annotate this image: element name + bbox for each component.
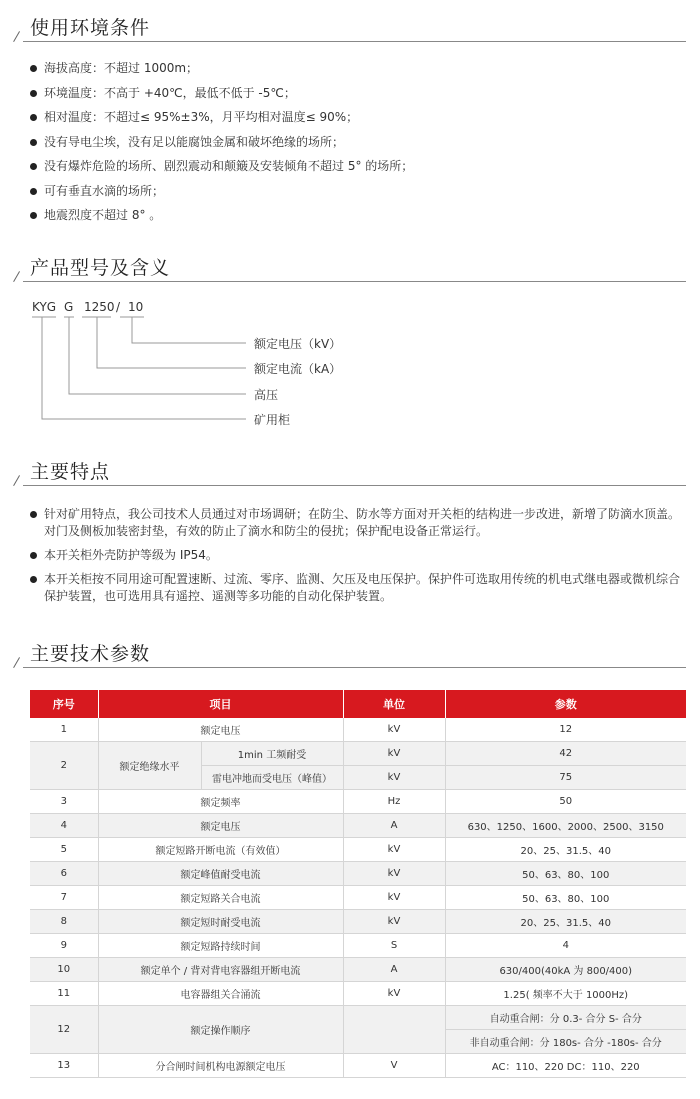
header-rule — [23, 281, 686, 282]
cell-no: 4 — [30, 814, 98, 838]
cell-no: 9 — [30, 934, 98, 958]
bullet-icon — [30, 114, 37, 121]
list-item: 海拔高度：不超过 1000m； — [30, 60, 690, 85]
cell-item: 额定峰值耐受电流 — [98, 862, 343, 886]
list-item: 没有爆炸危险的场所、剧烈震动和颠簸及安装倾角不超过 5° 的场所； — [30, 158, 690, 183]
environment-list — [30, 60, 690, 232]
bullet-icon — [30, 139, 37, 146]
cell-unit: kV — [343, 862, 445, 886]
cell-unit: kV — [343, 910, 445, 934]
cell-unit: kV — [343, 766, 445, 790]
cell-value: 42 — [445, 742, 686, 766]
header-rule — [23, 41, 686, 42]
bullet-icon — [30, 576, 37, 583]
parameters-table — [30, 690, 686, 1078]
table-row — [30, 862, 686, 886]
model-code-current: 1250 — [84, 300, 115, 314]
cell-item: 额定单个 / 背对背电容器组开断电流 — [98, 958, 343, 982]
cell-value: 50、63、80、100 — [445, 886, 686, 910]
cell-item: 额定绝缘水平 — [98, 742, 201, 790]
table-row — [30, 934, 686, 958]
cell-item: 额定频率 — [98, 790, 343, 814]
cell-item: 额定电压 — [98, 814, 343, 838]
list-item: 可有垂直水滴的场所； — [30, 183, 690, 208]
model-code-rated-voltage: 10 — [128, 300, 144, 314]
header-slash — [13, 657, 20, 668]
list-item: 地震烈度不超过 8° 。 — [30, 207, 690, 232]
cell-no: 10 — [30, 958, 98, 982]
header-rule — [23, 485, 686, 486]
cell-item: 额定操作顺序 — [98, 1006, 343, 1054]
cell-value: 50、63、80、100 — [445, 862, 686, 886]
section-header-model — [14, 254, 686, 282]
header-item: 项目 — [98, 690, 343, 718]
section-title: 产品型号及含义 — [30, 257, 171, 279]
cell-no: 5 — [30, 838, 98, 862]
section-header-environment — [14, 14, 686, 42]
cell-value: 4 — [445, 934, 686, 958]
header-slash — [13, 271, 20, 282]
cell-unit: kV — [343, 982, 445, 1006]
cell-item: 额定短路关合电流 — [98, 886, 343, 910]
section-header-features — [14, 458, 686, 486]
section-title: 使用环境条件 — [30, 17, 151, 39]
cell-no: 11 — [30, 982, 98, 1006]
cell-subitem: 1min 工频耐受 — [201, 742, 343, 766]
cell-no: 3 — [30, 790, 98, 814]
list-item: 本开关柜外壳防护等级为 IP54。 — [30, 547, 690, 564]
section-title: 主要技术参数 — [30, 643, 151, 665]
section-title: 主要特点 — [30, 461, 111, 483]
table-row — [30, 742, 686, 766]
cell-item: 额定短路开断电流（有效值） — [98, 838, 343, 862]
cell-no: 2 — [30, 742, 98, 790]
cell-unit: A — [343, 814, 445, 838]
model-code-separator: / — [116, 300, 121, 314]
model-meaning-high-voltage: 高压 — [254, 388, 279, 402]
table-row — [30, 982, 686, 1006]
cell-value: 非自动重合闸：分 180s- 合分 -180s- 合分 — [445, 1030, 686, 1054]
header-slash — [13, 475, 20, 486]
cell-no: 1 — [30, 718, 98, 742]
cell-item: 额定短路持续时间 — [98, 934, 343, 958]
header-unit: 单位 — [343, 690, 445, 718]
table-row — [30, 790, 686, 814]
table-header-row — [30, 690, 686, 718]
cell-unit: kV — [343, 718, 445, 742]
cell-unit: Hz — [343, 790, 445, 814]
cell-unit: kV — [343, 742, 445, 766]
cell-unit: A — [343, 958, 445, 982]
cell-value: AC：110、220 DC：110、220 — [445, 1054, 686, 1078]
table-row — [30, 886, 686, 910]
cell-unit — [343, 1006, 445, 1054]
list-item: 相对温度：不超过≤ 95%±3%，月平均相对温度≤ 90%； — [30, 109, 690, 134]
model-meaning-rated-current: 额定电流（kA） — [254, 362, 342, 376]
model-meaning-mining-cabinet: 矿用柜 — [254, 413, 291, 427]
list-item: 环境温度：不高于 +40℃，最低不低于 -5℃； — [30, 85, 690, 110]
cell-no: 7 — [30, 886, 98, 910]
table-row — [30, 910, 686, 934]
cell-value: 20、25、31.5、40 — [445, 838, 686, 862]
table-row — [30, 718, 686, 742]
cell-item: 额定电压 — [98, 718, 343, 742]
cell-value: 12 — [445, 718, 686, 742]
cell-value: 630/400(40kA 为 800/400) — [445, 958, 686, 982]
model-meaning-rated-voltage: 额定电压（kV） — [254, 337, 342, 351]
cell-subitem: 雷电冲地而受电压（峰值） — [201, 766, 343, 790]
table-row — [30, 814, 686, 838]
cell-value: 自动重合闸：分 0.3- 合分 S- 合分 — [445, 1006, 686, 1030]
section-header-parameters — [14, 640, 686, 668]
header-value: 参数 — [445, 690, 686, 718]
table-row — [30, 1006, 686, 1030]
cell-value: 20、25、31.5、40 — [445, 910, 686, 934]
table-row — [30, 1054, 686, 1078]
header-slash — [13, 31, 20, 42]
cell-unit: V — [343, 1054, 445, 1078]
cell-unit: kV — [343, 838, 445, 862]
cell-item: 分合闸时间机构电源额定电压 — [98, 1054, 343, 1078]
cell-item: 额定短时耐受电流 — [98, 910, 343, 934]
bullet-icon — [30, 511, 37, 518]
cell-no: 6 — [30, 862, 98, 886]
cell-unit: S — [343, 934, 445, 958]
table-row — [30, 838, 686, 862]
header-rule — [23, 667, 686, 668]
model-code-voltage-class: G — [64, 300, 74, 314]
bullet-icon — [30, 90, 37, 97]
cell-no: 12 — [30, 1006, 98, 1054]
cell-no: 8 — [30, 910, 98, 934]
list-item: 没有导电尘埃，没有足以能腐蚀金属和破坏绝缘的场所； — [30, 134, 690, 159]
list-item: 本开关柜按不同用途可配置速断、过流、零序、监测、欠压及电压保护。保护件可选取用传统的机电式继电器或微机综合保护装置，也可选用具有遥控、遥测等多功能的自动化保护装置。 — [30, 571, 690, 605]
cell-value: 50 — [445, 790, 686, 814]
bullet-icon — [30, 65, 37, 72]
cell-value: 1.25( 频率不大于 1000Hz) — [445, 982, 686, 1006]
header-no: 序号 — [30, 690, 98, 718]
cell-no: 13 — [30, 1054, 98, 1078]
model-code-series: KYG — [32, 300, 57, 314]
bullet-icon — [30, 188, 37, 195]
list-item: 针对矿用特点，我公司技术人员通过对市场调研；在防尘、防水等方面对开关柜的结构进一步改进，新增了防滴水顶盖。对门及侧板加装密封垫，有效的防止了滴水和防尘的侵扰；保护配电设备正常运行。 — [30, 506, 690, 540]
bullet-icon — [30, 552, 37, 559]
cell-value: 630、1250、1600、2000、2500、3150 — [445, 814, 686, 838]
cell-value: 75 — [445, 766, 686, 790]
features-list — [30, 506, 690, 612]
cell-item: 电容器组关合涌流 — [98, 982, 343, 1006]
bullet-icon — [30, 212, 37, 219]
bullet-icon — [30, 163, 37, 170]
cell-unit: kV — [343, 886, 445, 910]
table-row — [30, 958, 686, 982]
